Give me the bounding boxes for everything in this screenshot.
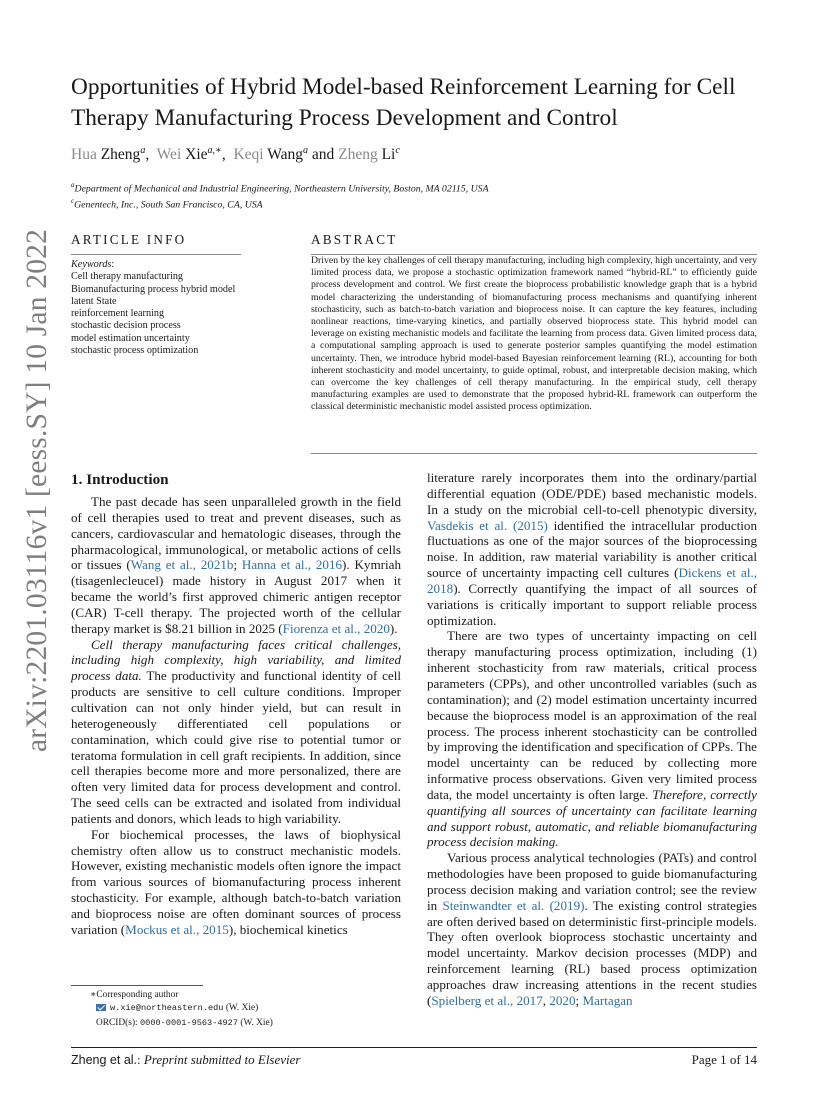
mail-icon: [96, 1004, 106, 1011]
affiliation-a: $^a$Department of Mechanical and Industrial Engineering, Northeastern University, Boston, MA 02115, USA: [71, 181, 489, 195]
author-0[interactable]: Hua Zheng$^a$: [71, 145, 146, 164]
running-footer: Zheng et al.: Preprint submitted to Elsevier: [71, 1052, 301, 1067]
footer-authors: Zheng et al.: [71, 1053, 138, 1067]
keywords-block: [71, 259, 235, 357]
section-heading: 1. Introduction: [71, 471, 169, 488]
page-number: Page 1 of 14: [691, 1052, 757, 1067]
author-3[interactable]: Zheng Li$^c$: [338, 145, 400, 164]
paragraph: Cell therapy manufacturing faces critical challenges, including high complexity, high variability, and limited process data. The productivity and functional identity of cell products are sensitive to cell culture conditions. Improper cultivation can not only hinder yield, but can result in heterogeneously differentiated cell populations or contamination, which could give rise to potential tumor or teratoma formulation in cell graft recipients. In addition, since cell therapies become more and more personalized, there are often very limited data for process development and control. The seed cells can be extracted and isolated from individual patients and donors, which leads to high variability.: [71, 636, 402, 826]
email-line: w.xie@northeastern.edu (W. Xie): [86, 1003, 258, 1013]
body-column-left: [71, 470, 401, 938]
keyword: model estimation uncertainty: [71, 332, 190, 344]
citation-link[interactable]: Fiorenza et al., 2020: [282, 620, 390, 636]
citation-link[interactable]: Wang et al., 2021b: [130, 557, 234, 573]
orcid-line: ORCID(s): 0000-0001-9563-4927 (W. Xie): [96, 1018, 273, 1028]
citation-link[interactable]: Mockus et al., 2015: [125, 921, 229, 937]
paragraph: The past decade has seen unparalleled growth in the field of cell therapies used to treat and prevent diseases, such as cancers, cardiovascular and hematologic diseases, through the pharmacological, immunological, or metabolic actions of cells or tissues (Wang et al., 2021b; Hanna et al., 2016). Kymriah (tisagenlecleucel) made history in August 2017 when it became the world’s first approved chimeric antigen receptor (CAR) T-cell therapy. The projected worth of the cellular therapy market is $8.21 billion in 2025 (Fiorenza et al., 2020).: [71, 494, 401, 636]
paper-title: Opportunities of Hybrid Model-based Reinforcement Learning for Cell Therapy Manufacturing Process Development and Control: [71, 74, 736, 131]
keywords-label: Keywords:: [71, 259, 115, 270]
corresponding-author: ∗Corresponding author: [90, 990, 179, 1000]
article-info-rule: [71, 254, 241, 255]
citation-link[interactable]: 2020: [549, 992, 576, 1008]
arxiv-stamp: [18, 228, 58, 752]
abstract-text: Driven by the key challenges of cell therapy manufacturing, including high complexity, high uncertainty, and very limited process data, we propose a stochastic optimization framework named “hybrid-RL” to efficiently guide process development and control. We first create the bioprocess probabilistic knowledge graph that is a hybrid model characterizing the understanding of biomanufacturing process mechanisms and quantifying inherent stochasticity, such as batch-to-batch variation and bioprocess noise. It can capture the key features, including nonlinear reactions, time-varying kinetics, and partially observed bioprocess state. This hybrid model can leverage on existing mechanistic models and facilitate the learning from process data. Given limited process data, a computational sampling approach is used to generate posterior samples quantifying the model estimation uncertainty. Then, we introduce hybrid model-based Bayesian reinforcement learning (RL), accounting for both inherent stochasticity and model uncertainty, to guide optimal, robust, and interpretable decision making, which can overcome the key challenges of cell therapy manufacturing. In the empirical study, cell therapy manufacturing examples are used to demonstrate that the proposed hybrid-RL framework can outperform the classical deterministic mechanistic model assisted process optimization.: [311, 255, 757, 413]
citation-link[interactable]: Vasdekis et al. (2015): [427, 517, 548, 533]
citation-link[interactable]: Steinwandter et al. (2019): [442, 897, 585, 913]
footer-rule: [71, 1047, 757, 1048]
email-link[interactable]: w.xie@northeastern.edu: [110, 1003, 224, 1013]
paragraph: For biochemical processes, the laws of biophysical chemistry often allow us to construct mechanistic models. However, existing mechanistic models often ignore the impact from various sources of biomanufacturing process inherent stochasticity. For example, although batch-to-batch variation and bioprocess noise are often dominant sources of process variation (Mockus et al., 2015), biochemical kinetics: [71, 826, 401, 937]
citation-link[interactable]: Dickens et al., 2018: [427, 565, 758, 596]
keyword: latent State: [71, 295, 117, 307]
footnote-rule: [71, 985, 203, 986]
author-1[interactable]: Wei Xie$^{a,∗}$: [156, 145, 222, 164]
citation-link[interactable]: Martagan: [582, 992, 633, 1008]
keyword: Cell therapy manufacturing: [71, 271, 184, 283]
abstract-bottom-rule: [311, 453, 757, 454]
arxiv-id: arXiv:2201.03116v1 [eess.SY] 10 Jan 2022: [21, 228, 54, 752]
keyword: reinforcement learning: [71, 308, 165, 320]
citation-link[interactable]: Hanna et al., 2016: [241, 557, 343, 573]
paragraph: Various process analytical technologies (PATs) and control methodologies have been proposed to guide biomanufacturing process decision making and variation control; see the review in Steinwandter et al. (2019). The existing control strategies are often derived based on deterministic first-principle models. They often overlook bioprocess stochastic uncertainty and model uncertainty. Markov decision processes (MDP) and reinforcement learning (RL) based process optimization approaches draw increasing attentions in the recent studies (Spielberg et al., 2017, 2020; Martagan: [427, 850, 757, 1008]
abstract-heading: ABSTRACT: [311, 232, 398, 247]
affiliation-c: $^c$Genentech, Inc., South San Francisco, CA, USA: [71, 197, 263, 211]
keyword: stochastic decision process: [71, 320, 181, 332]
citation-link[interactable]: Spielberg et al., 2017: [431, 992, 543, 1008]
paragraph: There are two types of uncertainty impacting on cell therapy manufacturing process optimization, including (1) inherent stochasticity from raw materials, critical process parameters (CPPs), and other uncontrolled variables (such as contamination); and (2) model estimation uncertainty incurred because the bioprocess model is an approximation of the real process. The process inherent stochasticity can be controlled by improving the identification and specification of CPPs. The model uncertainty can be reduced by collecting more informative process observations. Given very limited process data, the model uncertainty is often large. Therefore, correctly quantifying all sources of uncertainty can facilitate learning and support robust, automatic, and reliable biomanufacturing process decision making.: [427, 628, 757, 850]
author-2[interactable]: Keqi Wang$^a$: [233, 145, 308, 164]
author-list: Hua Zheng$^a$, Wei Xie$^{a,∗}$, Keqi Wang$^a$ and Zheng Li$^c$: [71, 145, 400, 164]
paragraph: literature rarely incorporates them into the ordinary/partial differential equation (ODE/PDE) based mechanistic models. In a study on the microbial cell-to-cell phenotypic diversity, Vasdekis et al. (2015) identified the intracellular production fluctuations as one of the major sources of the bioprocessing noise. In addition, raw material variability is another critical source of uncertainty impacting cell cultures (Dickens et al., 2018). Correctly quantifying the impact of all sources of variations is critically important to support reliable process optimization.: [427, 470, 758, 628]
orcid-id[interactable]: 0000-0001-9563-4927: [140, 1018, 239, 1028]
body-column-right: [427, 470, 757, 1009]
footer-journal: Preprint submitted to Elsevier: [143, 1052, 301, 1067]
keyword: stochastic process optimization: [71, 345, 199, 357]
article-info-heading: ARTICLE INFO: [71, 232, 187, 247]
keyword: Biomanufacturing process hybrid model: [71, 283, 236, 295]
